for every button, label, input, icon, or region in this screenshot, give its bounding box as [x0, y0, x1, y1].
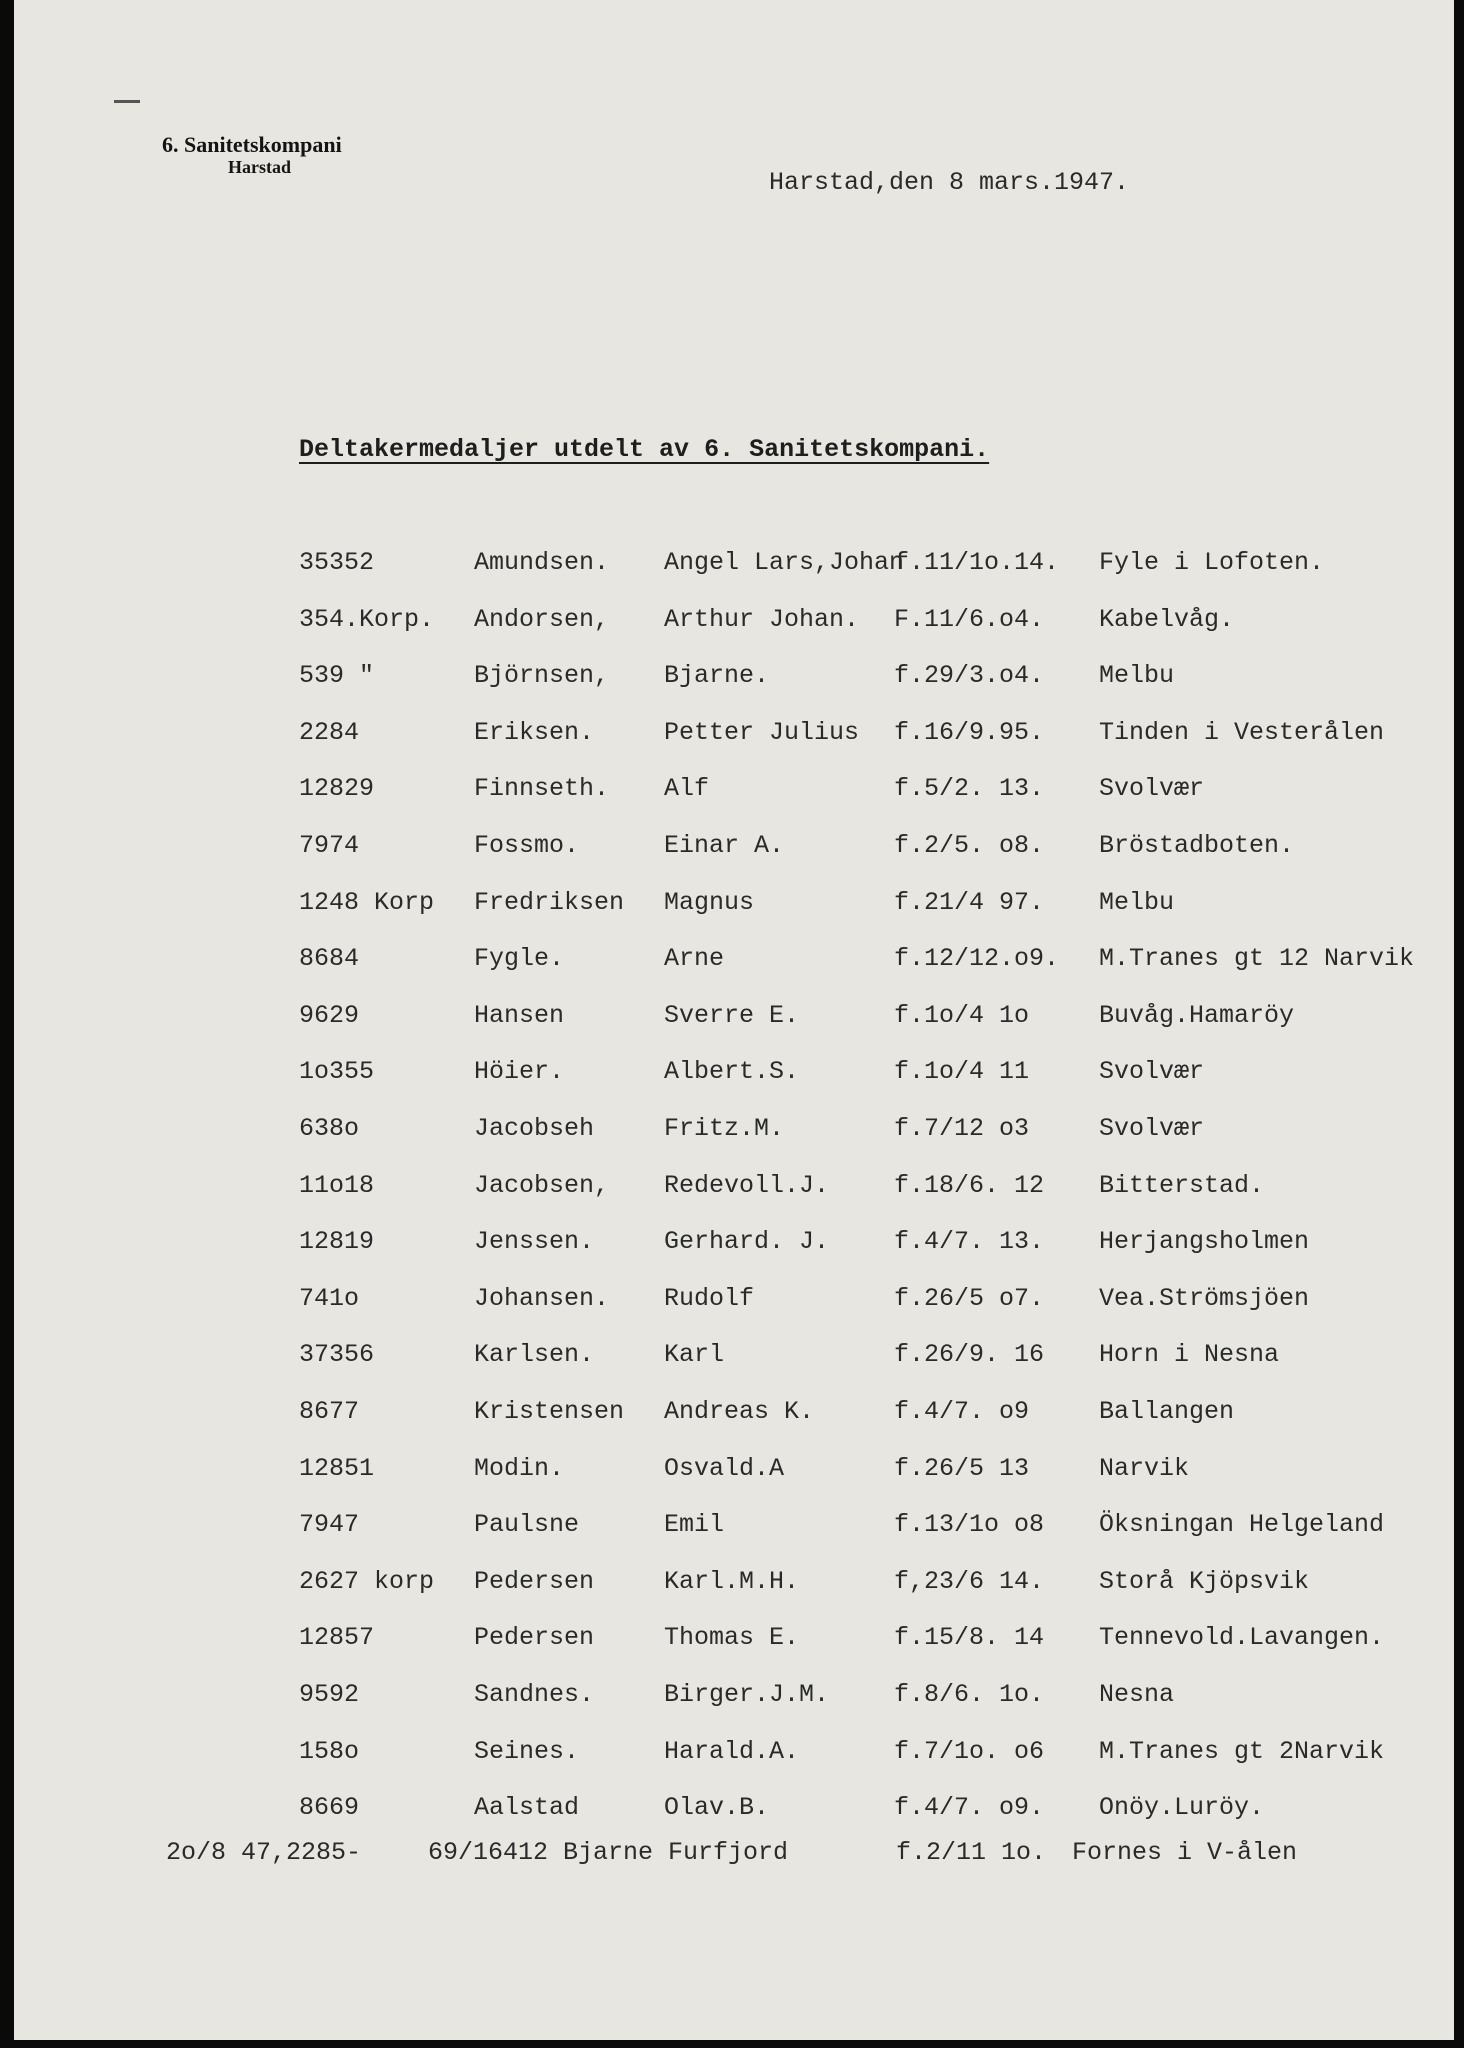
dateline: Harstad,den 8 mars.1947.	[769, 168, 1130, 197]
cell-first: Emil	[664, 1510, 725, 1539]
cell-no: 9592	[299, 1680, 360, 1709]
cell-place: M.Tranes gt 2Narvik	[1099, 1737, 1385, 1766]
letterhead-organization: 6. Sanitetskompani	[162, 132, 342, 157]
cell-no: 2284	[299, 718, 360, 747]
cell-first: Magnus	[664, 888, 755, 917]
cell-no: 638o	[299, 1114, 360, 1143]
cell-born: f.5/2. 13.	[894, 774, 1045, 803]
cell-first: Karl	[664, 1340, 725, 1369]
cell-born: f.21/4 97.	[894, 888, 1045, 917]
cell-place: Fyle i Lofoten.	[1099, 548, 1325, 577]
footer-born: f.2/11 1o.	[896, 1838, 1047, 1867]
cell-place: Svolvær	[1099, 774, 1205, 803]
cell-no: 741o	[299, 1284, 360, 1313]
cell-born: f.1o/4 11	[894, 1057, 1030, 1086]
cell-born: f.4/7. o9.	[894, 1793, 1045, 1822]
cell-first: Rudolf	[664, 1284, 755, 1313]
cell-name: Pedersen	[474, 1623, 595, 1652]
document-title: Deltakermedaljer utdelt av 6. Sanitetskompani.	[299, 435, 990, 464]
cell-no: 12857	[299, 1623, 375, 1652]
cell-place: Tinden i Vesterålen	[1099, 718, 1385, 747]
cell-born: f.15/8. 14	[894, 1623, 1045, 1652]
cell-no: 1248 Korp	[299, 888, 435, 917]
cell-name: Aalstad	[474, 1793, 580, 1822]
cell-name: Finnseth.	[474, 774, 610, 803]
cell-born: f.4/7. o9	[894, 1397, 1030, 1426]
cell-place: Storå Kjӧpsvik	[1099, 1567, 1310, 1596]
cell-name: Jacobseh	[474, 1114, 595, 1143]
cell-born: f.7/12 o3	[894, 1114, 1030, 1143]
cell-name: Paulsne	[474, 1510, 580, 1539]
cell-place: Buvåg.Hamarӧy	[1099, 1001, 1295, 1030]
document-page	[14, 0, 1454, 2040]
cell-name: Jacobsen,	[474, 1171, 610, 1200]
letterhead-location: Harstad	[228, 157, 291, 178]
cell-first: Arthur Johan.	[664, 605, 860, 634]
cell-no: 354.Korp.	[299, 605, 435, 634]
cell-first: Karl.M.H.	[664, 1567, 800, 1596]
cell-no: 37356	[299, 1340, 375, 1369]
cell-born: f.13/1o o8	[894, 1510, 1045, 1539]
cell-first: Gerhard. J.	[664, 1227, 830, 1256]
cell-name: Jenssen.	[474, 1227, 595, 1256]
cell-no: 539 "	[299, 661, 375, 690]
cell-born: f.26/9. 16	[894, 1340, 1045, 1369]
cell-name: Pedersen	[474, 1567, 595, 1596]
cell-name: Eriksen.	[474, 718, 595, 747]
cell-place: Nesna	[1099, 1680, 1175, 1709]
cell-first: Osvald.A	[664, 1454, 785, 1483]
cell-first: Redevoll.J.	[664, 1171, 830, 1200]
cell-born: f.12/12.o9.	[894, 944, 1060, 973]
cell-no: 12829	[299, 774, 375, 803]
cell-place: Melbu	[1099, 661, 1175, 690]
cell-no: 2627 korp	[299, 1567, 435, 1596]
cell-no: 8684	[299, 944, 360, 973]
cell-no: 1o355	[299, 1057, 375, 1086]
cell-no: 7947	[299, 1510, 360, 1539]
cell-first: Fritz.M.	[664, 1114, 785, 1143]
cell-born: f.11/1o.14.	[894, 548, 1060, 577]
cell-first: Einar A.	[664, 831, 785, 860]
cell-first: Albert.S.	[664, 1057, 800, 1086]
cell-name: Fossmo.	[474, 831, 580, 860]
cell-first: Birger.J.M.	[664, 1680, 830, 1709]
cell-no: 158o	[299, 1737, 360, 1766]
cell-born: f.26/5 o7.	[894, 1284, 1045, 1313]
cell-name: Hӧier.	[474, 1057, 565, 1086]
cell-name: Amundsen.	[474, 548, 610, 577]
cell-place: Tennevold.Lavangen.	[1099, 1623, 1385, 1652]
cell-name: Hansen	[474, 1001, 565, 1030]
cell-place: Kabelvåg.	[1099, 605, 1235, 634]
cell-born: f.26/5 13	[894, 1454, 1030, 1483]
cell-first: Bjarne.	[664, 661, 770, 690]
cell-first: Alf	[664, 774, 710, 803]
cell-no: 8669	[299, 1793, 360, 1822]
cell-place: M.Tranes gt 12 Narvik	[1099, 944, 1415, 973]
cell-place: Svolvær	[1099, 1057, 1205, 1086]
cell-no: 12851	[299, 1454, 375, 1483]
cell-first: Angel Lars,Johan	[664, 548, 905, 577]
cell-born: f,23/6 14.	[894, 1567, 1045, 1596]
cell-first: Petter Julius	[664, 718, 860, 747]
recipient-list	[14, 0, 1454, 2040]
cell-place: Melbu	[1099, 888, 1175, 917]
cell-first: Andreas K.	[664, 1397, 815, 1426]
cell-place: Herjangsholmen	[1099, 1227, 1310, 1256]
footer-entry-name: 69/16412 Bjarne Furfjord	[428, 1838, 789, 1867]
cell-name: Sandnes.	[474, 1680, 595, 1709]
cell-no: 9629	[299, 1001, 360, 1030]
cell-no: 11o18	[299, 1171, 375, 1200]
cell-born: f.8/6. 1o.	[894, 1680, 1045, 1709]
cell-name: Bjӧrnsen,	[474, 661, 610, 690]
cell-name: Kristensen	[474, 1397, 625, 1426]
cell-place: Horn i Nesna	[1099, 1340, 1280, 1369]
cell-first: Sverre E.	[664, 1001, 800, 1030]
cell-born: f.16/9.95.	[894, 718, 1045, 747]
cell-name: Johansen.	[474, 1284, 610, 1313]
cell-name: Fredriksen	[474, 888, 625, 917]
cell-no: 12819	[299, 1227, 375, 1256]
cell-place: Onӧy.Lurӧy.	[1099, 1793, 1265, 1822]
cell-first: Arne	[664, 944, 725, 973]
cell-born: f.4/7. 13.	[894, 1227, 1045, 1256]
cell-first: Thomas E.	[664, 1623, 800, 1652]
cell-first: Harald.A.	[664, 1737, 800, 1766]
cell-place: Svolvær	[1099, 1114, 1205, 1143]
cell-name: Andorsen,	[474, 605, 610, 634]
cell-place: Narvik	[1099, 1454, 1190, 1483]
cell-born: F.11/6.o4.	[894, 605, 1045, 634]
cell-place: Ӧksningan Helgeland	[1099, 1510, 1385, 1539]
cell-born: f.29/3.o4.	[894, 661, 1045, 690]
cell-place: Brӧstadboten.	[1099, 831, 1295, 860]
cell-first: Olav.B.	[664, 1793, 770, 1822]
cell-born: f.18/6. 12	[894, 1171, 1045, 1200]
cell-name: Fygle.	[474, 944, 565, 973]
cell-no: 7974	[299, 831, 360, 860]
cell-place: Bitterstad.	[1099, 1171, 1265, 1200]
footer-place: Fornes i V-ålen	[1072, 1838, 1298, 1867]
cell-place: Vea.Strӧmsjӧen	[1099, 1284, 1310, 1313]
footer-ref: 2o/8 47,2285-	[166, 1838, 362, 1867]
cell-no: 35352	[299, 548, 375, 577]
cell-place: Ballangen	[1099, 1397, 1235, 1426]
cell-no: 8677	[299, 1397, 360, 1426]
cell-born: f.2/5. o8.	[894, 831, 1045, 860]
cell-born: f.7/1o. o6	[894, 1737, 1045, 1766]
cell-name: Seines.	[474, 1737, 580, 1766]
cell-name: Karlsen.	[474, 1340, 595, 1369]
cell-born: f.1o/4 1o	[894, 1001, 1030, 1030]
cell-name: Modin.	[474, 1454, 565, 1483]
